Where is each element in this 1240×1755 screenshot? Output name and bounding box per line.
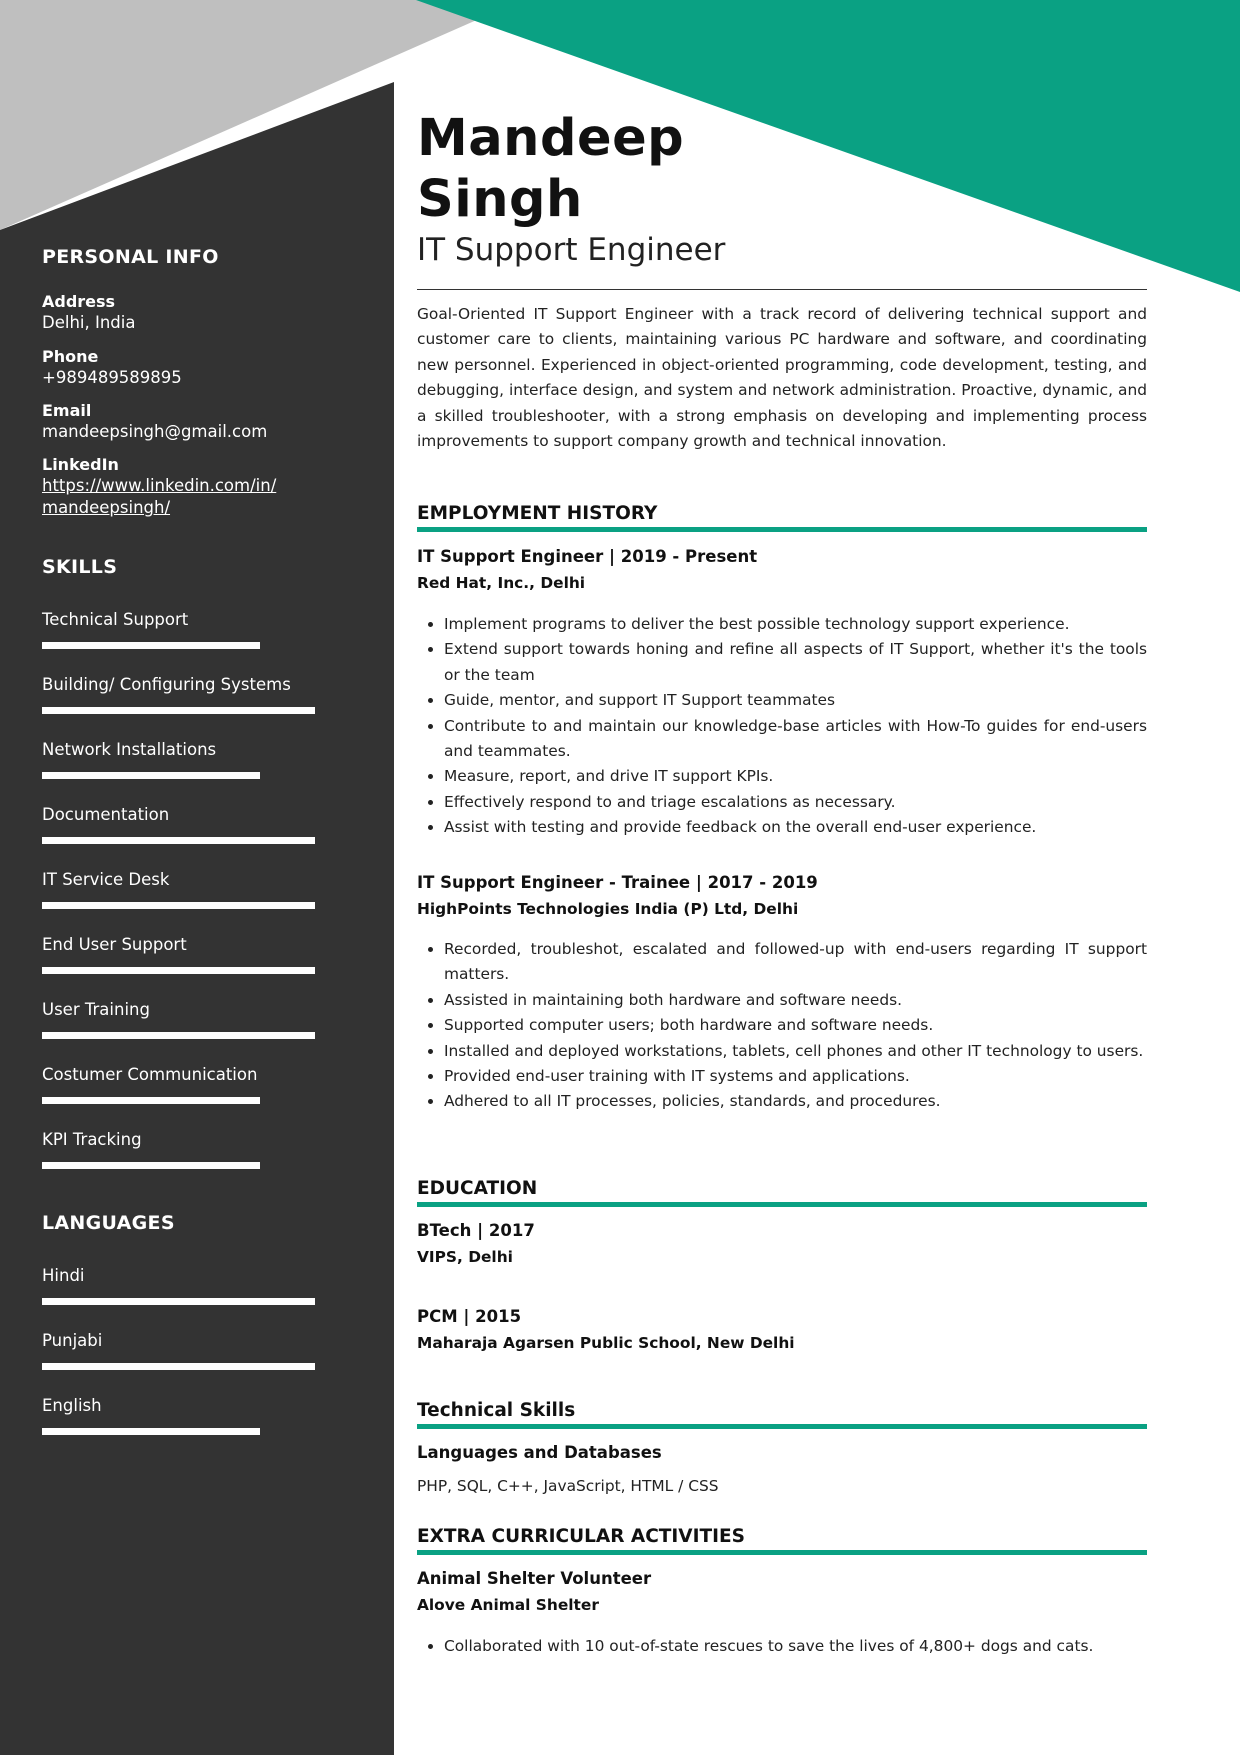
list-item: • Contribute to and maintain our knowledge-base articles with How-To guides for end-users and teammates. [444,714,1147,765]
skills-heading: SKILLS [42,556,118,578]
skill-item [42,609,342,674]
list-item: • Provided end-user training with IT systems and applications. [444,1064,1147,1089]
list-item: • Recorded, troubleshot, escalated and followed-up with end-users regarding IT support matters. [444,937,1147,988]
name-last: Singh [417,170,583,229]
address-value: Delhi, India [42,313,136,332]
extra-curricular-heading: EXTRA CURRICULAR ACTIVITIES [417,1524,1147,1555]
skill-item [42,739,342,804]
personal-info-heading: PERSONAL INFO [42,246,219,268]
skill-bar-fill [42,1162,260,1169]
skill-bar [42,902,315,909]
language-item [42,1265,342,1330]
skill-bar-fill [42,707,315,714]
skill-item [42,869,342,934]
phone-block [42,347,182,389]
skill-bar [42,772,315,779]
list-item: • Supported computer users; both hardware and software needs. [444,1013,1147,1038]
skill-name: Technical Support [42,610,189,629]
education-2-school: Maharaja Agarsen Public School, New Delhi [417,1334,795,1352]
skill-name: Building/ Configuring Systems [42,675,291,694]
job-2-bullets [417,937,1147,1115]
skill-bar-fill [42,1032,315,1039]
list-item: • Assisted in maintaining both hardware and software needs. [444,988,1147,1013]
list-item: • Collaborated with 10 out-of-state rescues to save the lives of 4,800+ dogs and cats. [444,1634,1147,1659]
job-1-bullets [417,612,1147,841]
job-2-title: IT Support Engineer - Trainee | 2017 - 2019 [417,873,818,892]
languages-heading: LANGUAGES [42,1212,175,1234]
address-label: Address [42,292,116,311]
skill-name: KPI Tracking [42,1130,142,1149]
language-item [42,1395,342,1460]
language-name: Hindi [42,1266,85,1285]
job-2-org: HighPoints Technologies India (P) Ltd, Delhi [417,900,799,918]
skill-item [42,934,342,999]
skill-bar [42,837,315,844]
language-bar-fill [42,1428,260,1435]
sidebar [42,246,342,1415]
email-label: Email [42,401,92,420]
skill-bar [42,707,315,714]
skill-item [42,1064,342,1129]
job-1-org: Red Hat, Inc., Delhi [417,574,586,592]
skill-bar [42,1097,315,1104]
education-1-degree: BTech | 2017 [417,1221,535,1240]
skill-bar-fill [42,837,315,844]
linkedin-link-line1: https://www.linkedin.com/in/ [42,476,277,495]
skill-bar [42,967,315,974]
skill-name: Costumer Communication [42,1065,258,1084]
language-name: English [42,1396,102,1415]
skill-item [42,674,342,739]
summary-paragraph: Goal-Oriented IT Support Engineer with a track record of delivering technical support and customer care to clients, maintaining various PC hardware and software, and coordinating new personnel. Experienced in object-oriented programming, code development, testing, and debugging, interface design, and system and network administration. Proactive, dynamic, and a skilled troubleshooter, with a strong emphasis on developing and implementing process improvements to support company growth and technical innovation. [417,305,1147,451]
technical-skills-value: PHP, SQL, C++, JavaScript, HTML / CSS [417,1477,719,1495]
language-bar [42,1363,315,1370]
skill-bar-fill [42,642,260,649]
language-bar [42,1298,315,1305]
skills-list [42,609,342,1194]
language-item [42,1330,342,1395]
technical-skills-subheading: Languages and Databases [417,1443,662,1462]
language-bar-fill [42,1298,315,1305]
list-item: • Effectively respond to and triage escalations as necessary. [444,790,1147,815]
language-name: Punjabi [42,1331,103,1350]
extra-title: Animal Shelter Volunteer [417,1569,652,1588]
language-bar [42,1428,315,1435]
education-1-school: VIPS, Delhi [417,1248,513,1266]
skill-name: Documentation [42,805,170,824]
technical-skills-heading: Technical Skills [417,1398,1147,1429]
linkedin-link[interactable] [42,475,276,519]
phone-label: Phone [42,347,99,366]
list-item: • Adhered to all IT processes, policies, standards, and procedures. [444,1089,1147,1114]
skill-bar-fill [42,967,315,974]
skill-bar-fill [42,772,260,779]
skill-item [42,1129,342,1194]
employment-heading: EMPLOYMENT HISTORY [417,501,1147,532]
list-item: • Implement programs to deliver the best possible technology support experience. [444,612,1147,637]
language-bar-fill [42,1363,315,1370]
title-divider [417,289,1147,290]
list-item: • Assist with testing and provide feedback on the overall end-user experience. [444,815,1147,840]
job-1-title: IT Support Engineer | 2019 - Present [417,547,758,566]
list-item: • Measure, report, and drive IT support KPIs. [444,764,1147,789]
list-item: • Installed and deployed workstations, tablets, cell phones and other IT technology to users. [444,1039,1147,1064]
extra-org: Alove Animal Shelter [417,1596,599,1614]
linkedin-label: LinkedIn [42,455,119,474]
skill-bar [42,1162,315,1169]
linkedin-link-line2: mandeepsingh/ [42,498,171,517]
list-item: • Extend support towards honing and refine all aspects of IT Support, whether it's the tools or the team [444,637,1147,688]
name-first: Mandeep [417,109,685,168]
address-block [42,292,135,334]
education-heading: EDUCATION [417,1176,1147,1207]
education-2-degree: PCM | 2015 [417,1307,522,1326]
list-item: • Guide, mentor, and support IT Support teammates [444,688,1147,713]
email-block [42,401,267,443]
phone-value: +989489589895 [42,368,182,387]
skill-name: IT Service Desk [42,870,170,889]
skill-item [42,804,342,869]
job-title-header: IT Support Engineer [417,232,726,268]
email-value: mandeepsingh@gmail.com [42,422,268,441]
skill-name: User Training [42,1000,150,1019]
skill-bar [42,1032,315,1039]
skill-bar-fill [42,1097,260,1104]
skill-name: Network Installations [42,740,217,759]
skill-item [42,999,342,1064]
linkedin-block [42,455,276,519]
skill-name: End User Support [42,935,187,954]
skill-bar-fill [42,902,315,909]
languages-list [42,1265,342,1460]
extra-bullets [417,1634,1147,1659]
skill-bar [42,642,315,649]
